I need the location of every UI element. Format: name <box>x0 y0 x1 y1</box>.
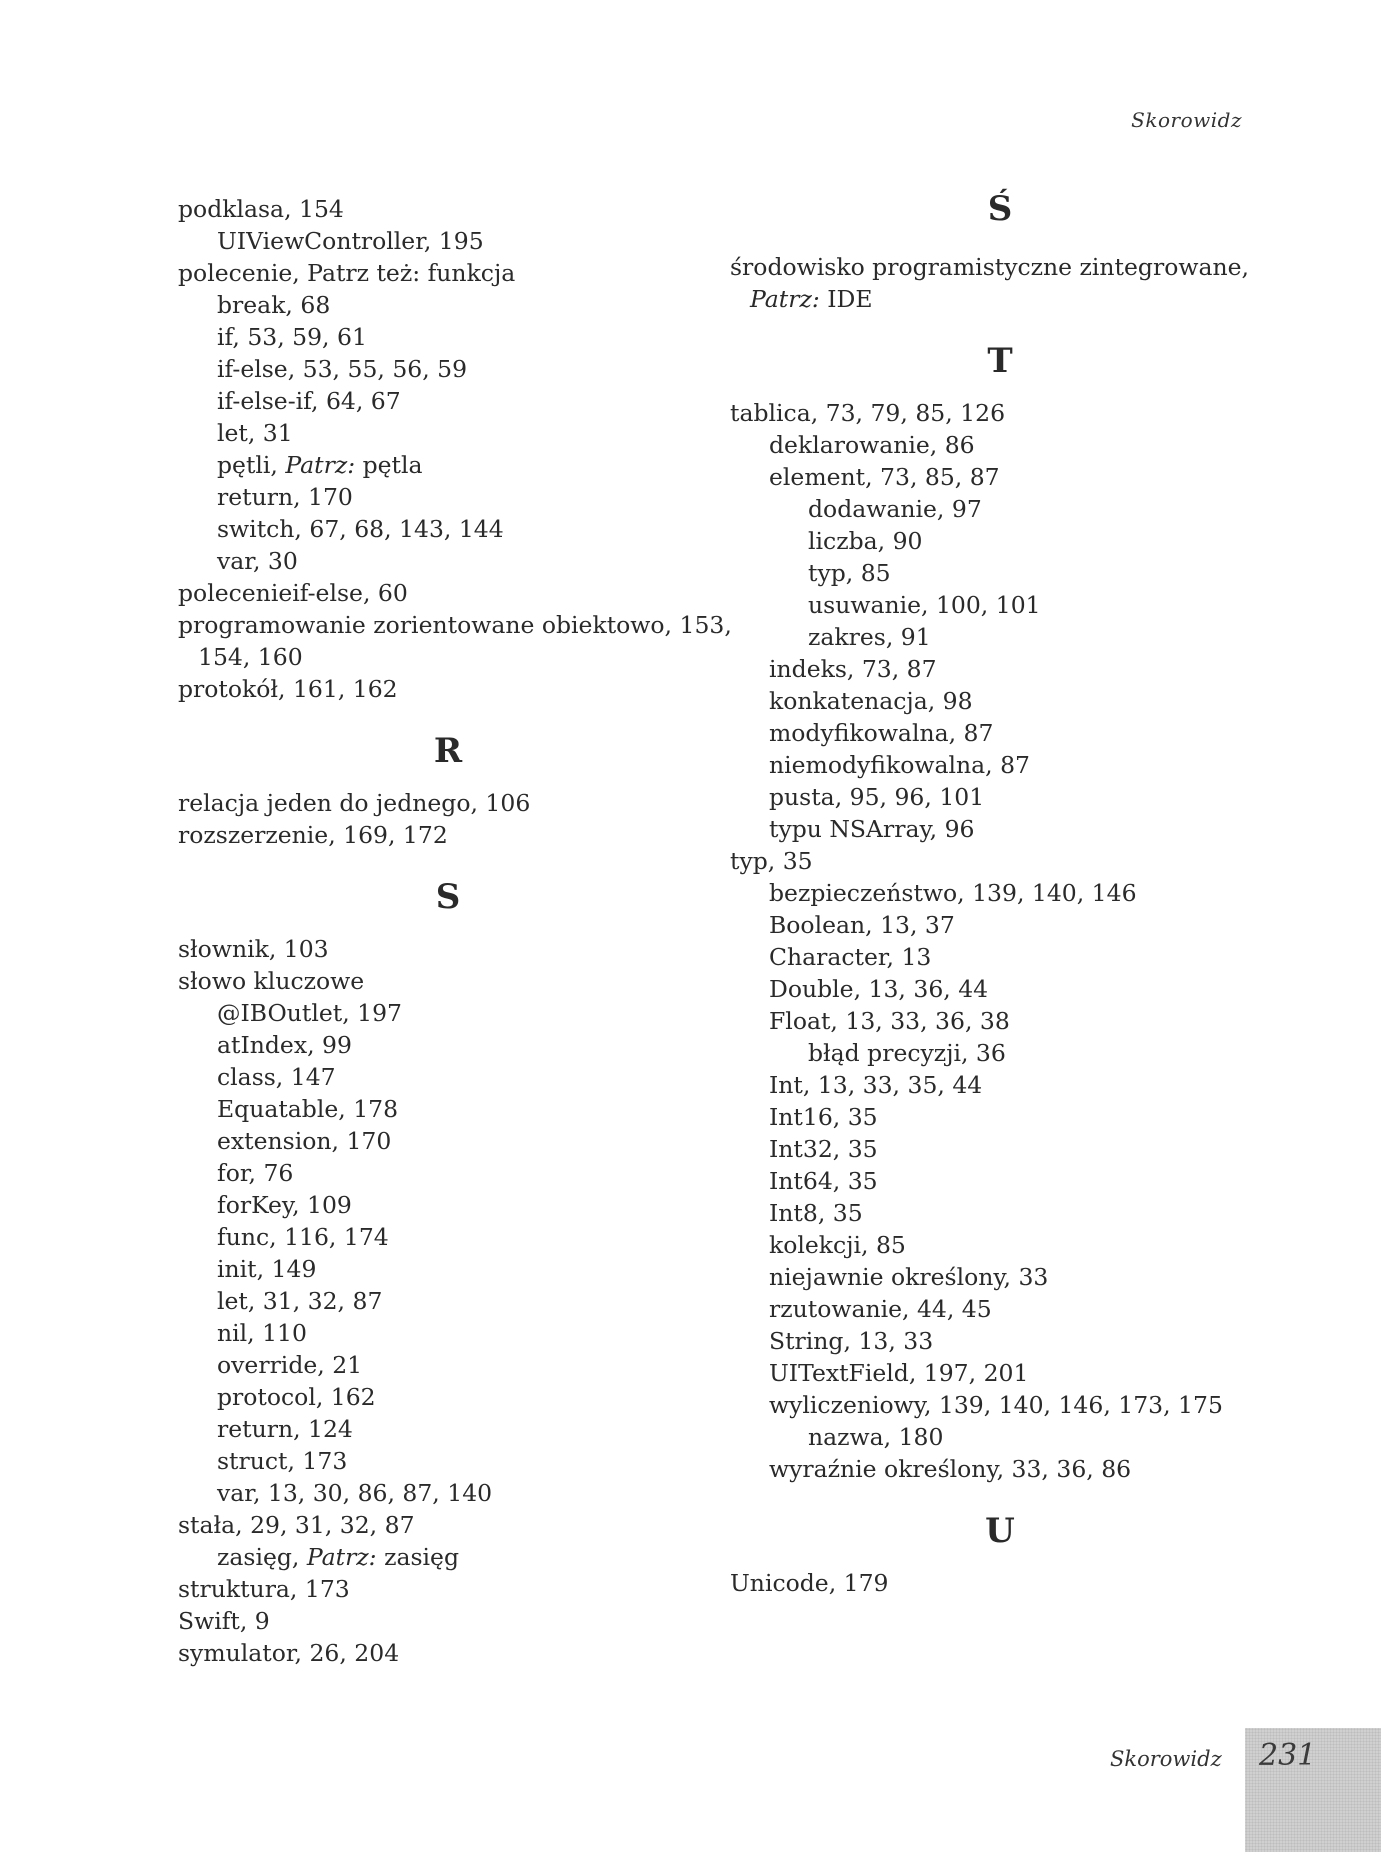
index-entry: zakres, 91 <box>808 623 931 651</box>
index-entry: rzutowanie, 44, 45 <box>769 1295 992 1323</box>
index-entry: init, 149 <box>217 1255 317 1283</box>
index-entry: UITextField, 197, 201 <box>769 1359 1029 1387</box>
index-entry: let, 31, 32, 87 <box>217 1287 383 1315</box>
index-entry: struct, 173 <box>217 1447 348 1475</box>
index-entry: słownik, 103 <box>178 935 329 963</box>
index-entry: Boolean, 13, 37 <box>769 911 955 939</box>
index-entry: pusta, 95, 96, 101 <box>769 783 985 811</box>
index-entry: if-else, 53, 55, 56, 59 <box>217 355 468 383</box>
index-column-right <box>730 189 1270 1599</box>
index-entry: var, 30 <box>217 547 298 575</box>
index-entry: Int16, 35 <box>769 1103 878 1131</box>
index-entry: struktura, 173 <box>178 1575 350 1603</box>
index-entry: programowanie zorientowane obiektowo, 153, <box>178 611 732 639</box>
section-letter: U <box>985 1511 1015 1551</box>
index-entry: niemodyfikowalna, 87 <box>769 751 1031 779</box>
section-letter: R <box>433 731 463 771</box>
index-entry: relacja jeden do jednego, 106 <box>178 789 531 817</box>
index-entry: @IBOutlet, 197 <box>217 999 402 1027</box>
index-entry: deklarowanie, 86 <box>769 431 975 459</box>
index-entry: typ, 85 <box>808 559 891 587</box>
index-entry: błąd precyzji, 36 <box>808 1039 1006 1067</box>
index-entry: return, 170 <box>217 483 353 511</box>
index-entry: atIndex, 99 <box>217 1031 352 1059</box>
index-entry: symulator, 26, 204 <box>178 1639 400 1667</box>
index-entry: wyliczeniowy, 139, 140, 146, 173, 175 <box>769 1391 1223 1419</box>
index-entry: nazwa, 180 <box>808 1423 944 1451</box>
index-entry: switch, 67, 68, 143, 144 <box>217 515 504 543</box>
page-number: 231 <box>1259 1738 1317 1773</box>
index-entry: Equatable, 178 <box>217 1095 399 1123</box>
index-entry: środowisko programistyczne zintegrowane, <box>730 253 1249 281</box>
index-entry: typu NSArray, 96 <box>769 815 975 843</box>
section-letter: S <box>435 877 461 917</box>
index-entry: Float, 13, 33, 36, 38 <box>769 1007 1010 1035</box>
index-entry: protocol, 162 <box>217 1383 376 1411</box>
index-entry: kolekcji, 85 <box>769 1231 906 1259</box>
index-entry: element, 73, 85, 87 <box>769 463 1000 491</box>
cross-reference-target: pętla <box>355 451 423 479</box>
index-entry: for, 76 <box>217 1159 294 1187</box>
index-entry: Character, 13 <box>769 943 932 971</box>
index-entry: rozszerzenie, 169, 172 <box>178 821 448 849</box>
index-entry: polecenie, Patrz też: funkcja <box>178 259 516 287</box>
index-entry: 154, 160 <box>198 643 303 671</box>
index-entry: niejawnie określony, 33 <box>769 1263 1049 1291</box>
footer-label: Skorowidz <box>1110 1747 1222 1771</box>
index-entry: tablica, 73, 79, 85, 126 <box>730 399 1006 427</box>
index-entry: stała, 29, 31, 32, 87 <box>178 1511 415 1539</box>
index-entry: polecenieif-else, 60 <box>178 579 408 607</box>
index-entry: extension, 170 <box>217 1127 392 1155</box>
cross-reference-target: zasięg <box>376 1543 459 1571</box>
index-entry: Int64, 35 <box>769 1167 878 1195</box>
cross-reference: Patrz: <box>285 451 356 479</box>
cross-reference-target: IDE <box>819 285 873 313</box>
index-entry <box>178 449 718 481</box>
index-entry: typ, 35 <box>730 847 813 875</box>
index-entry: if, 53, 59, 61 <box>217 323 367 351</box>
index-entry: nil, 110 <box>217 1319 307 1347</box>
index-entry: podklasa, 154 <box>178 195 344 223</box>
index-entry: bezpieczeństwo, 139, 140, 146 <box>769 879 1137 907</box>
index-entry <box>730 283 1270 315</box>
index-entry: liczba, 90 <box>808 527 923 555</box>
entry-text: zasięg, <box>217 1543 307 1571</box>
index-entry: Int, 13, 33, 35, 44 <box>769 1071 983 1099</box>
index-column-left <box>178 193 732 1669</box>
index-entry: Unicode, 179 <box>730 1569 889 1597</box>
index-entry: dodawanie, 97 <box>808 495 982 523</box>
index-entry: if-else-if, 64, 67 <box>217 387 401 415</box>
index-entry <box>178 1541 718 1573</box>
index-entry: forKey, 109 <box>217 1191 352 1219</box>
index-entry: func, 116, 174 <box>217 1223 389 1251</box>
index-entry: return, 124 <box>217 1415 353 1443</box>
index-entry: słowo kluczowe <box>178 967 365 995</box>
index-entry: override, 21 <box>217 1351 363 1379</box>
page-number-box <box>1245 1728 1381 1852</box>
index-entry: let, 31 <box>217 419 293 447</box>
index-entry: wyraźnie określony, 33, 36, 86 <box>769 1455 1132 1483</box>
index-entry: protokół, 161, 162 <box>178 675 398 703</box>
cross-reference: Patrz: <box>750 285 820 313</box>
index-entry: String, 13, 33 <box>769 1327 934 1355</box>
index-entry: break, 68 <box>217 291 331 319</box>
index-entry: Int8, 35 <box>769 1199 863 1227</box>
cross-reference: Patrz: <box>306 1543 377 1571</box>
index-entry: UIViewController, 195 <box>217 227 484 255</box>
entry-text: pętli, <box>217 451 286 479</box>
index-entry: Swift, 9 <box>178 1607 270 1635</box>
index-entry: usuwanie, 100, 101 <box>808 591 1041 619</box>
running-head: Skorowidz <box>1131 108 1242 132</box>
index-entry: Double, 13, 36, 44 <box>769 975 989 1003</box>
index-entry: var, 13, 30, 86, 87, 140 <box>217 1479 493 1507</box>
index-entry: Int32, 35 <box>769 1135 878 1163</box>
index-entry: konkatenacja, 98 <box>769 687 973 715</box>
section-letter: Ś <box>987 189 1013 229</box>
index-entry: modyfikowalna, 87 <box>769 719 994 747</box>
index-entry: class, 147 <box>217 1063 336 1091</box>
section-letter: T <box>987 341 1013 381</box>
index-entry: indeks, 73, 87 <box>769 655 937 683</box>
